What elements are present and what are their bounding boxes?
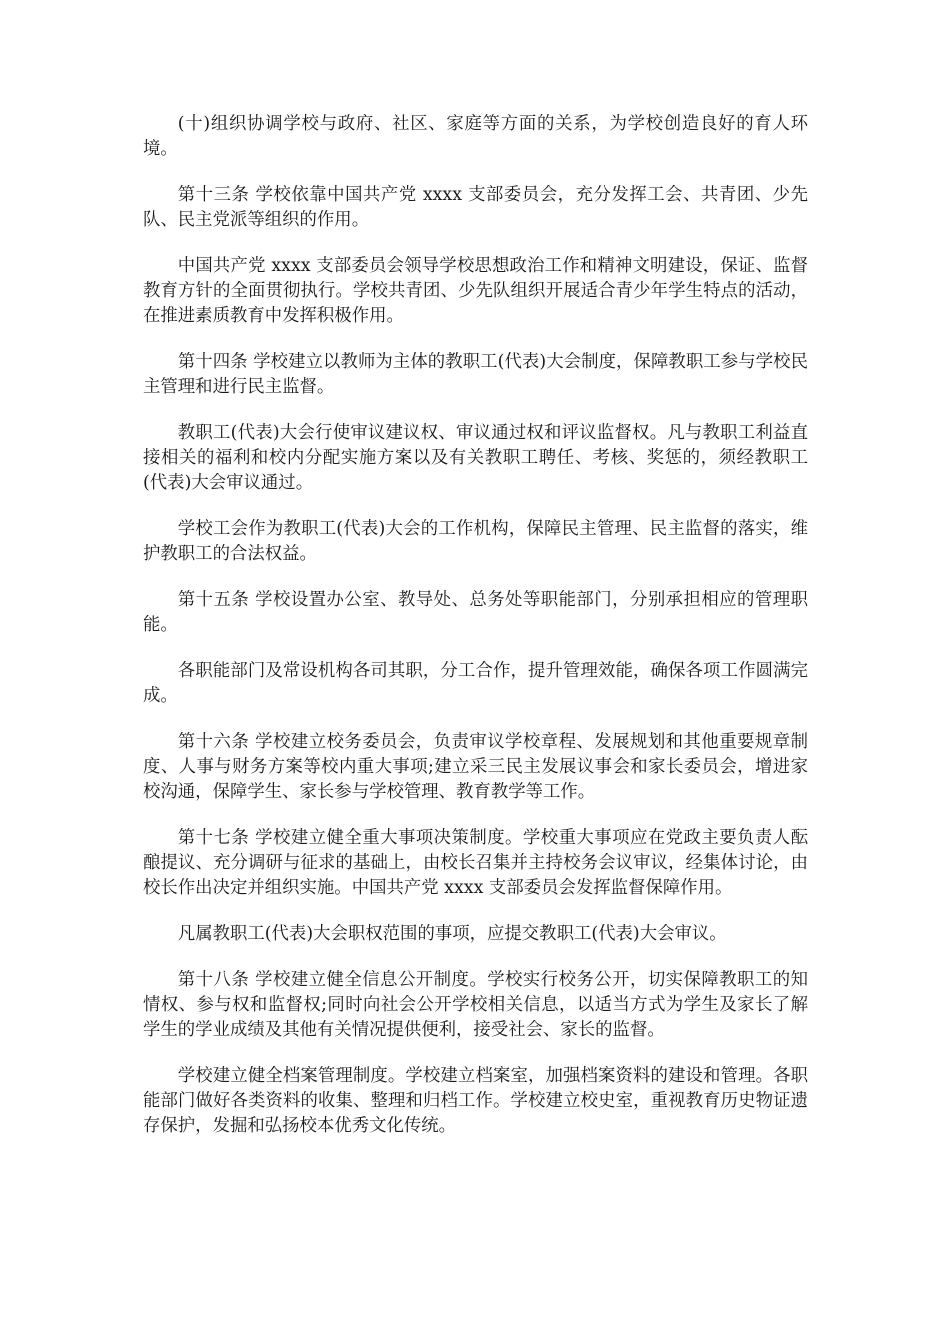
staff-congress-powers-paragraph: 教职工(代表)大会行使审议建议权、审议通过权和评议监督权。凡与教职工利益直接相关的福利和校内分配实施方案以及有关教职工聘任、考核、奖惩的，须经教职工(代表)大会审议通过。 [143, 423, 808, 493]
labor-union-paragraph: 学校工会作为教职工(代表)大会的工作机构，保障民主管理、民主监督的落实，维护教职工的合法权益。 [143, 519, 808, 564]
departments-duties-paragraph: 各职能部门及常设机构各司其职，分工合作，提升管理效能，确保各项工作圆满完成。 [143, 661, 808, 706]
article-16-paragraph: 第十六条 学校建立校务委员会，负责审议学校章程、发展规划和其他重要规章制度、人事与财务方案等校内重大事项;建立采三民主发展议事会和家长委员会，增进家校沟通，保障学生、家长参与学校管理、教育教学等工作。 [143, 732, 808, 802]
paragraph-item-10: (十)组织协调学校与政府、社区、家庭等方面的关系，为学校创造良好的育人环境。 [143, 114, 808, 159]
article-15-paragraph: 第十五条 学校设置办公室、教导处、总务处等职能部门，分别承担相应的管理职能。 [143, 590, 808, 635]
article-18-paragraph: 第十八条 学校建立健全信息公开制度。学校实行校务公开，切实保障教职工的知情权、参与权和监督权;同时向社会公开学校相关信息，以适当方式为学生及家长了解学生的学业成绩及其他有关情况提供便利，接受社会、家长的监督。 [143, 970, 808, 1040]
article-13-paragraph: 第十三条 学校依靠中国共产党 xxxx 支部委员会，充分发挥工会、共青团、少先队、民主党派等组织的作用。 [143, 185, 808, 230]
party-leadership-paragraph: 中国共产党 xxxx 支部委员会领导学校思想政治工作和精神文明建设，保证、监督教育方针的全面贯彻执行。学校共青团、少先队组织开展适合青少年学生特点的活动，在推进素质教育中发挥积极作用。 [143, 256, 808, 326]
article-14-paragraph: 第十四条 学校建立以教师为主体的教职工(代表)大会制度，保障教职工参与学校民主管理和进行民主监督。 [143, 352, 808, 397]
archive-management-paragraph: 学校建立健全档案管理制度。学校建立档案室，加强档案资料的建设和管理。各职能部门做好各类资料的收集、整理和归档工作。学校建立校史室，重视教育历史物证遗存保护，发掘和弘扬校本优秀文化传统。 [143, 1066, 808, 1136]
article-17-paragraph: 第十七条 学校建立健全重大事项决策制度。学校重大事项应在党政主要负责人酝酿提议、充分调研与征求的基础上，由校长召集并主持校务会议审议，经集体讨论，由校长作出决定并组织实施。中国共产党 xxxx 支部委员会发挥监督保障作用。 [143, 828, 808, 898]
document-body [143, 112, 808, 1160]
staff-congress-review-paragraph: 凡属教职工(代表)大会职权范围的事项，应提交教职工(代表)大会审议。 [177, 924, 727, 944]
